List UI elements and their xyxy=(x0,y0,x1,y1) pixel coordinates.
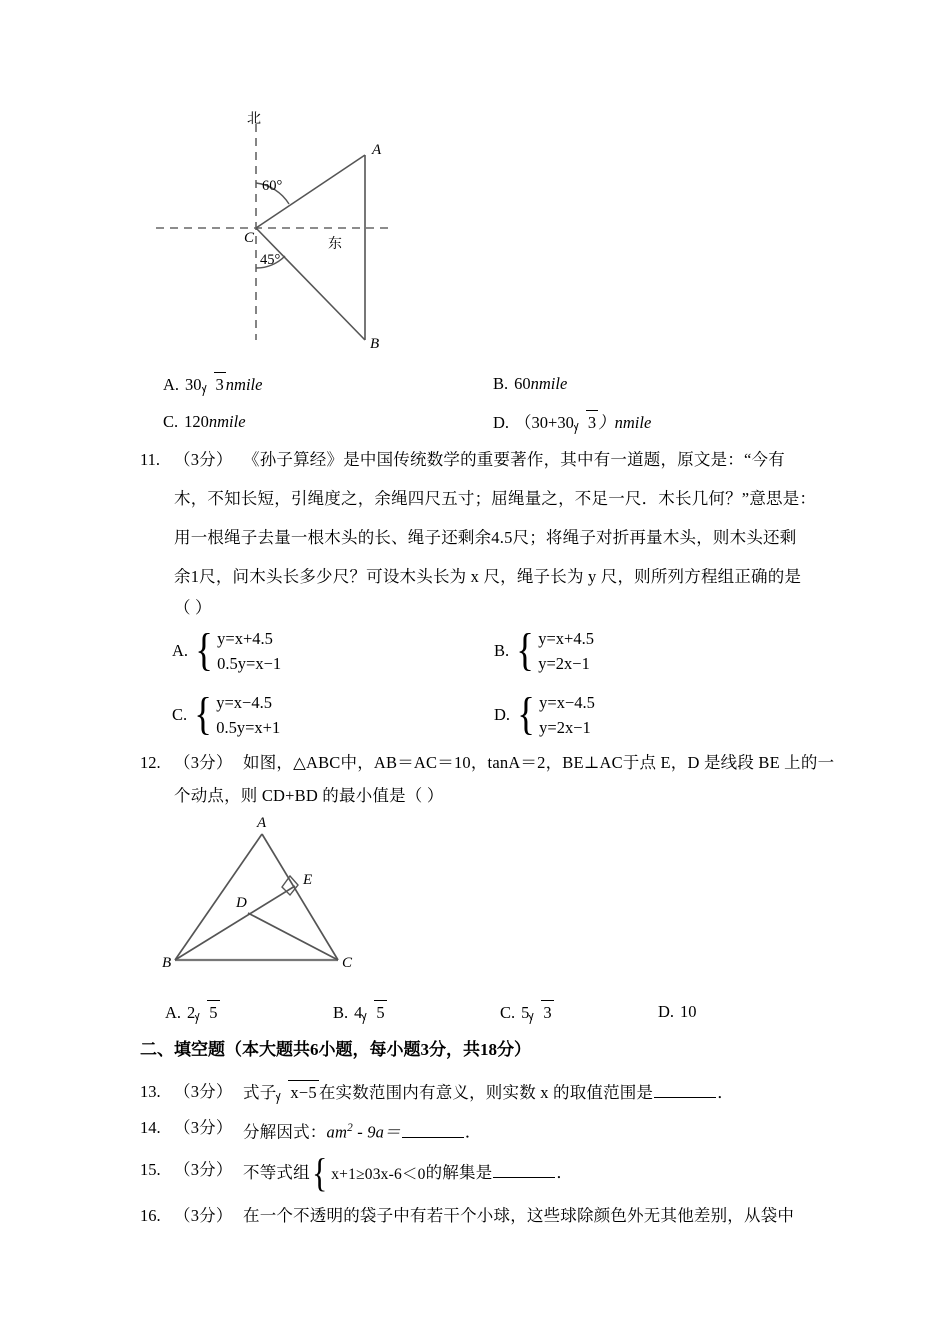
q14-points: （3分） xyxy=(174,1118,233,1137)
q14-expression-base: am xyxy=(326,1122,348,1142)
q11-option-d-eq2: y=2x−1 xyxy=(539,718,591,737)
q12-option-d[interactable] xyxy=(658,1000,697,1024)
q10-option-c-unit: nmile xyxy=(208,412,246,431)
q10-option-c-pre: 120 xyxy=(184,412,209,431)
q12-option-a-pre: 2 xyxy=(187,1003,196,1022)
q10-option-b[interactable] xyxy=(493,372,567,396)
q12-option-a-label: A. xyxy=(165,1003,182,1022)
q11-text-line-5: （ ） xyxy=(174,598,212,617)
triangle-point-a-label: A xyxy=(257,815,267,831)
q10-option-d-unit: ）nmile xyxy=(598,413,652,432)
left-brace-icon: { xyxy=(311,1150,328,1195)
q12-number: 12. xyxy=(140,753,161,772)
point-a-label: A xyxy=(372,142,382,158)
segment-cb xyxy=(256,228,365,340)
q15-text-before: 不等式组 xyxy=(243,1163,310,1183)
q13-number: 13. xyxy=(140,1082,161,1101)
q11-option-d[interactable] xyxy=(494,690,595,740)
q13-text-after: 在实数范围内有意义，则实数 x 的取值范围是 xyxy=(318,1083,654,1102)
north-label: 北 xyxy=(247,111,261,127)
q11-option-c-eq2: 0.5y=x+1 xyxy=(216,718,281,737)
q13-tail: ． xyxy=(717,1083,734,1102)
q12-option-c[interactable] xyxy=(500,1000,554,1025)
left-brace-icon: { xyxy=(195,624,213,676)
east-label: 东 xyxy=(328,236,342,252)
q11-option-c[interactable] xyxy=(172,690,280,740)
q15-inequality-system xyxy=(310,1150,426,1195)
left-brace-icon: { xyxy=(194,688,213,740)
q15-inequality-1: x+1≥0 xyxy=(331,1165,373,1183)
angle-45-label: 45° xyxy=(260,252,281,268)
sqrt-symbol-icon xyxy=(195,1000,219,1025)
q13-points: （3分） xyxy=(174,1082,233,1101)
q14-number: 14. xyxy=(140,1118,161,1137)
sqrt-symbol-icon xyxy=(362,1000,386,1025)
q10-option-b-label: B. xyxy=(493,374,509,393)
q15-tail: ． xyxy=(556,1163,574,1183)
q10-option-a-pre: 30 xyxy=(185,375,202,394)
q11-option-b-eq1: y=x+4.5 xyxy=(538,629,594,648)
segment-ab xyxy=(175,834,262,960)
q12-option-b-radicand: 5 xyxy=(374,1000,386,1025)
q10-option-a[interactable] xyxy=(163,372,262,397)
q10-option-a-radicand: 3 xyxy=(214,372,226,397)
q11-option-a-label: A. xyxy=(172,641,189,660)
q12-option-c-radicand: 3 xyxy=(541,1000,553,1025)
q11-option-d-label: D. xyxy=(494,705,511,724)
q16-text: 在一个不透明的袋子中有若干个小球，这些球除颜色外无其他差别，从袋中 xyxy=(243,1206,795,1225)
q11-option-a[interactable] xyxy=(172,626,281,676)
q10-option-c[interactable] xyxy=(163,410,246,434)
q12-text-line-1: 如图，△ABC中，AB＝AC＝10，tanA＝2，BE⊥AC于点 E，D 是线段 BE 上的一 xyxy=(243,753,835,772)
section-2-heading: 二、填空题（本大题共6小题，每小题3分，共18分） xyxy=(140,1040,531,1059)
q15-answer-blank[interactable] xyxy=(493,1163,555,1178)
q12-option-b[interactable] xyxy=(333,1000,387,1025)
q12-option-a-radicand: 5 xyxy=(207,1000,219,1025)
q11-text-line-4: 余1尺，问木头长多少尺？可设木头长为 x 尺，绳子长为 y 尺，则所列方程组正确的是 xyxy=(174,567,802,586)
q10-option-c-label: C. xyxy=(163,412,179,431)
q11-number: 11. xyxy=(140,450,161,469)
triangle-point-b-label: B xyxy=(162,955,172,971)
q11-option-b[interactable] xyxy=(494,626,594,676)
q16-points: （3分） xyxy=(174,1206,233,1225)
q11-text-line-1: 《孙子算经》是中国传统数学的重要著作，其中有一道题，原文是：“今有 xyxy=(243,450,785,469)
q12-points: （3分） xyxy=(174,753,233,772)
q11-text-line-2: 木，不知长短，引绳度之，余绳四尺五寸；屈绳量之，不足一尺．木长几何？”意思是： xyxy=(174,489,817,508)
q12-option-d-label: D. xyxy=(658,1002,675,1021)
q14-body xyxy=(243,1116,482,1145)
q11-option-d-eq1: y=x−4.5 xyxy=(539,693,595,712)
q13-text-before: 式子 xyxy=(243,1083,277,1102)
q12-option-d-pre: 10 xyxy=(680,1002,697,1021)
point-c-label: C xyxy=(244,230,255,246)
q15-number: 15. xyxy=(140,1160,161,1179)
q15-points: （3分） xyxy=(174,1160,233,1179)
q11-option-c-label: C. xyxy=(172,705,188,724)
q12-text-line-2: 个动点，则 CD+BD 的最小值是（ ） xyxy=(174,786,444,805)
q13-radicand: x−5 xyxy=(288,1080,318,1105)
bearing-figure-svg xyxy=(150,100,410,365)
triangle-point-d-label: D xyxy=(236,895,247,911)
point-b-label: B xyxy=(370,336,380,352)
q13-answer-blank[interactable] xyxy=(654,1083,716,1098)
q14-tail: ． xyxy=(464,1122,482,1142)
q10-option-b-pre: 60 xyxy=(514,374,531,393)
q14-answer-blank[interactable] xyxy=(402,1123,464,1138)
q11-option-b-eq2: y=2x−1 xyxy=(538,654,590,673)
q14-expression-exponent: 2 xyxy=(347,1122,353,1134)
triangle-abc-figure xyxy=(160,815,380,980)
q12-option-a[interactable] xyxy=(165,1000,220,1025)
q13-body xyxy=(243,1080,734,1105)
q10-option-d-pre: （30+30 xyxy=(515,413,574,432)
segment-be xyxy=(175,886,295,960)
q15-body xyxy=(243,1150,574,1195)
q10-option-d-label: D. xyxy=(493,413,510,432)
sqrt-symbol-icon xyxy=(529,1000,553,1025)
sqrt-symbol-icon xyxy=(574,410,598,435)
sqrt-symbol-icon xyxy=(276,1080,318,1105)
q15-text-after: 的解集是 xyxy=(425,1163,493,1183)
triangle-point-e-label: E xyxy=(303,872,313,888)
navigation-bearing-figure xyxy=(150,100,410,365)
q10-option-b-unit: nmile xyxy=(530,374,568,393)
q12-option-c-pre: 5 xyxy=(521,1003,530,1022)
q10-option-d-radicand: 3 xyxy=(586,410,598,435)
q10-option-a-unit: nmile xyxy=(225,375,263,394)
left-brace-icon: { xyxy=(516,624,535,676)
q11-points: （3分） xyxy=(174,450,233,469)
q11-option-c-eq1: y=x−4.5 xyxy=(216,693,272,712)
q12-option-b-label: B. xyxy=(333,1003,349,1022)
sqrt-symbol-icon xyxy=(202,372,226,397)
q12-option-b-pre: 4 xyxy=(354,1003,363,1022)
q10-option-a-label: A. xyxy=(163,375,180,394)
q11-text-line-3: 用一根绳子去量一根木头的长、绳子还剩余4.5尺；将绳子对折再量木头，则木头还剩 xyxy=(174,528,797,547)
q15-inequality-2: 3x-6＜0 xyxy=(372,1165,426,1183)
q11-option-a-eq1: y=x+4.5 xyxy=(217,629,273,648)
q16-number: 16. xyxy=(140,1206,161,1225)
q14-text-before: 分解因式： xyxy=(243,1122,327,1142)
q11-option-a-eq2: 0.5y=x−1 xyxy=(217,654,282,673)
q11-option-b-label: B. xyxy=(494,641,510,660)
triangle-point-c-label: C xyxy=(342,955,353,971)
q10-option-d[interactable] xyxy=(493,410,651,435)
q12-option-c-label: C. xyxy=(500,1003,516,1022)
q14-expression-rest: - 9a＝ xyxy=(352,1122,401,1142)
left-brace-icon: { xyxy=(517,688,535,740)
angle-60-label: 60° xyxy=(262,178,283,194)
